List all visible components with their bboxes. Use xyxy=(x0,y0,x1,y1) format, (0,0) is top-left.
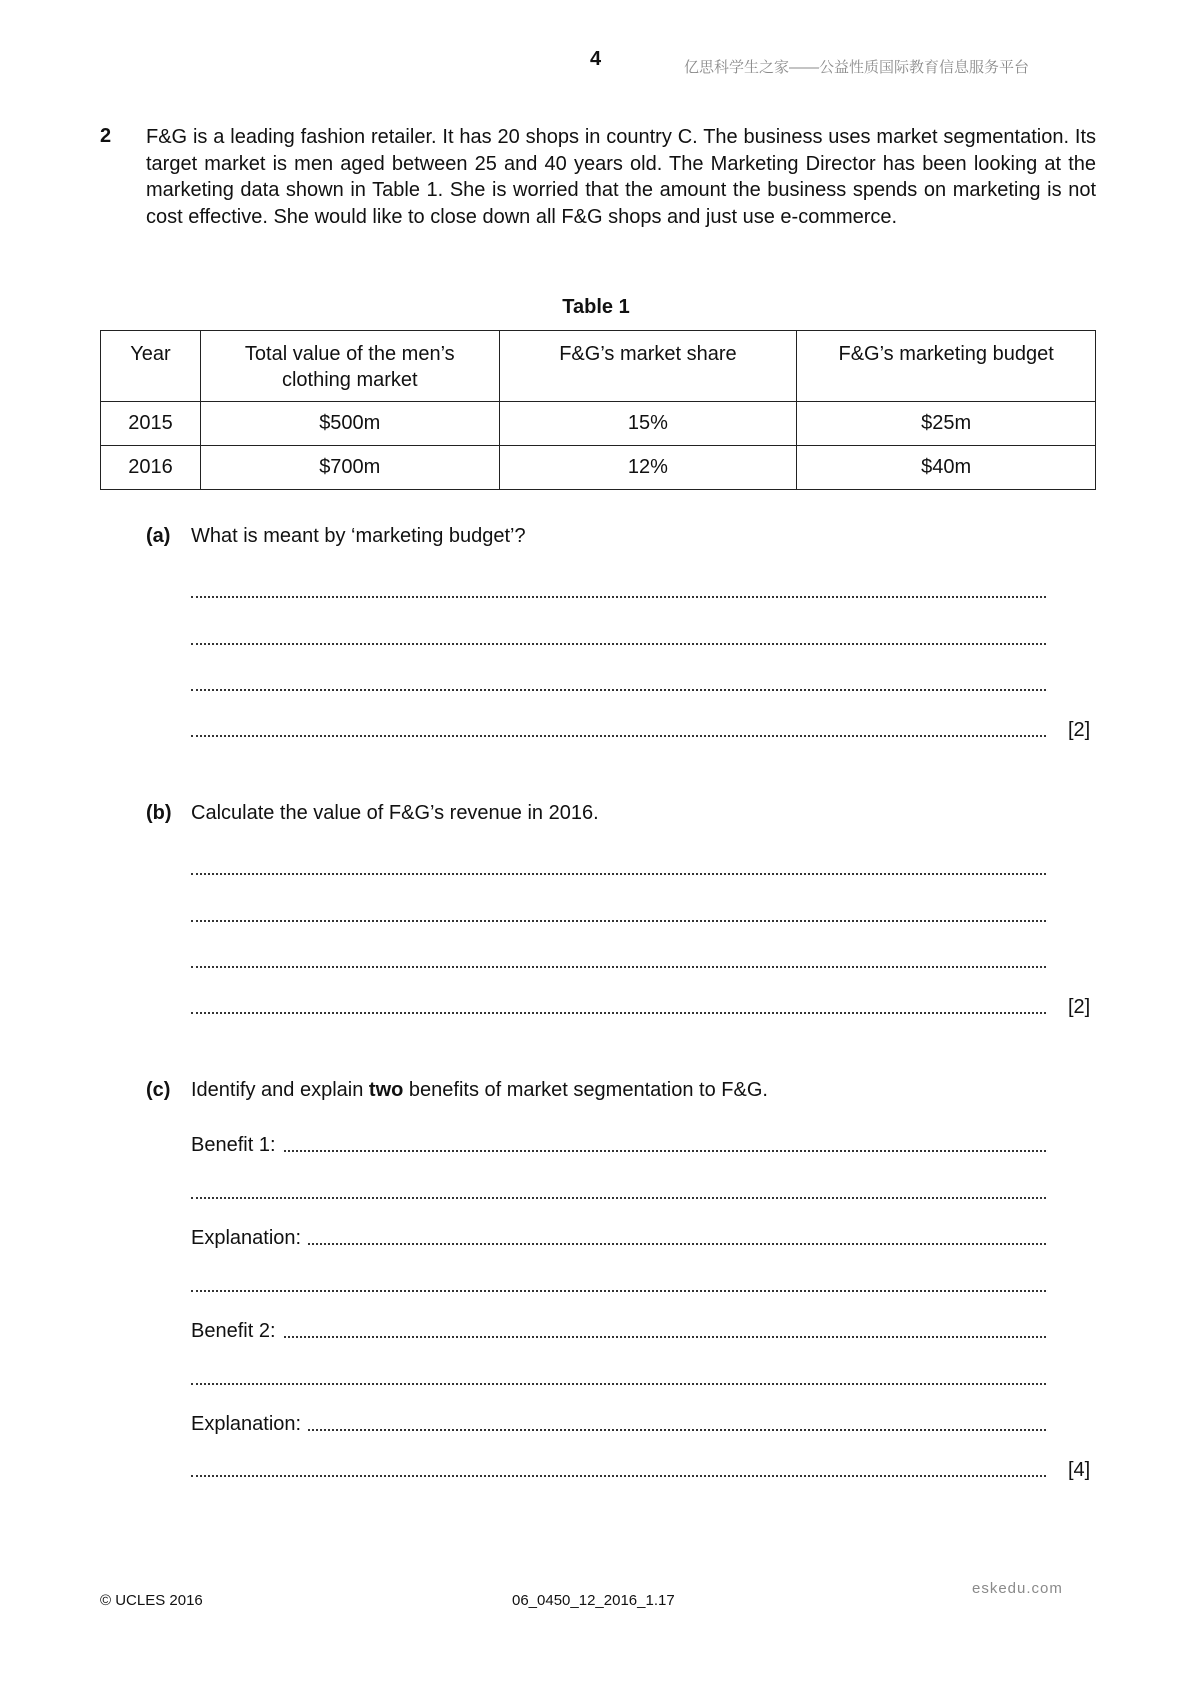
table-row xyxy=(101,402,1096,446)
answer-line-c6[interactable] xyxy=(191,1379,1046,1385)
explanation-2-label: Explanation: xyxy=(191,1413,307,1436)
footer-copyright: © UCLES 2016 xyxy=(100,1592,203,1609)
table-cell: 12% xyxy=(499,446,797,490)
answer-line-c4[interactable] xyxy=(191,1286,1046,1292)
explanation-1-label: Explanation: xyxy=(191,1227,307,1250)
answer-line-benefit-2[interactable] xyxy=(191,1332,1046,1338)
header-watermark: 亿思科学生之家——公益性质国际教育信息服务平台 xyxy=(684,59,1030,76)
part-b-question: Calculate the value of F&G’s revenue in 2016. xyxy=(191,802,599,824)
answer-line-a4[interactable] xyxy=(191,731,1046,737)
answer-line-c8[interactable] xyxy=(191,1471,1046,1477)
table-cell: 2016 xyxy=(101,446,201,490)
table-header-cell: Year xyxy=(101,331,201,402)
table-cell: $700m xyxy=(200,446,499,490)
table-header-cell: F&G’s marketing budget xyxy=(797,331,1096,402)
part-b-marks: [2] xyxy=(1068,996,1091,1018)
question-intro: F&G is a leading fashion retailer. It has 20 shops in country C. The business uses market segmentation. Its target market is men aged between 25 and 40 years old. The Marketing Director has been looking at the marketing data shown in Table 1. She is worried that the amount the business spends on marketing is not cost effective. She would like to close down all F&G shops and just use e-commerce. xyxy=(146,126,1096,228)
part-c-question: Identify and explain two benefits of market segmentation to F&G. xyxy=(191,1079,768,1101)
table-cell: $25m xyxy=(797,402,1096,446)
answer-line-b4[interactable] xyxy=(191,1008,1046,1014)
table-header-row xyxy=(101,331,1096,402)
question-number: 2 xyxy=(100,125,112,147)
table-header-cell: Total value of the men’s clothing market xyxy=(200,331,499,402)
answer-line-explanation-2[interactable] xyxy=(191,1425,1046,1431)
part-a-question: What is meant by ‘marketing budget’? xyxy=(191,525,526,547)
answer-line-a2[interactable] xyxy=(191,639,1046,645)
answer-line-b1[interactable] xyxy=(191,869,1046,875)
footer-code: 06_0450_12_2016_1.17 xyxy=(512,1592,675,1609)
table-row xyxy=(101,446,1096,490)
part-a-marks: [2] xyxy=(1068,719,1091,741)
answer-line-benefit-1[interactable] xyxy=(191,1146,1046,1152)
table-cell: 2015 xyxy=(101,402,201,446)
table-cell: $500m xyxy=(200,402,499,446)
benefit-2-label: Benefit 2: xyxy=(191,1320,282,1343)
answer-line-c2[interactable] xyxy=(191,1193,1046,1199)
table-header-cell: F&G’s market share xyxy=(499,331,797,402)
table-cell: $40m xyxy=(797,446,1096,490)
answer-line-b3[interactable] xyxy=(191,962,1046,968)
page-number: 4 xyxy=(590,48,602,70)
part-a-label: (a) xyxy=(146,525,171,547)
part-c-marks: [4] xyxy=(1068,1459,1091,1481)
part-c-label: (c) xyxy=(146,1079,171,1101)
answer-line-a3[interactable] xyxy=(191,685,1046,691)
answer-line-b2[interactable] xyxy=(191,916,1046,922)
part-b-label: (b) xyxy=(146,802,172,824)
benefit-1-label: Benefit 1: xyxy=(191,1134,282,1157)
table-caption: Table 1 xyxy=(562,296,630,318)
answer-line-a1[interactable] xyxy=(191,592,1046,598)
table-cell: 15% xyxy=(499,402,797,446)
footer-watermark: eskedu.com xyxy=(972,1580,1063,1597)
answer-line-explanation-1[interactable] xyxy=(191,1239,1046,1245)
marketing-data-table xyxy=(100,330,1096,490)
